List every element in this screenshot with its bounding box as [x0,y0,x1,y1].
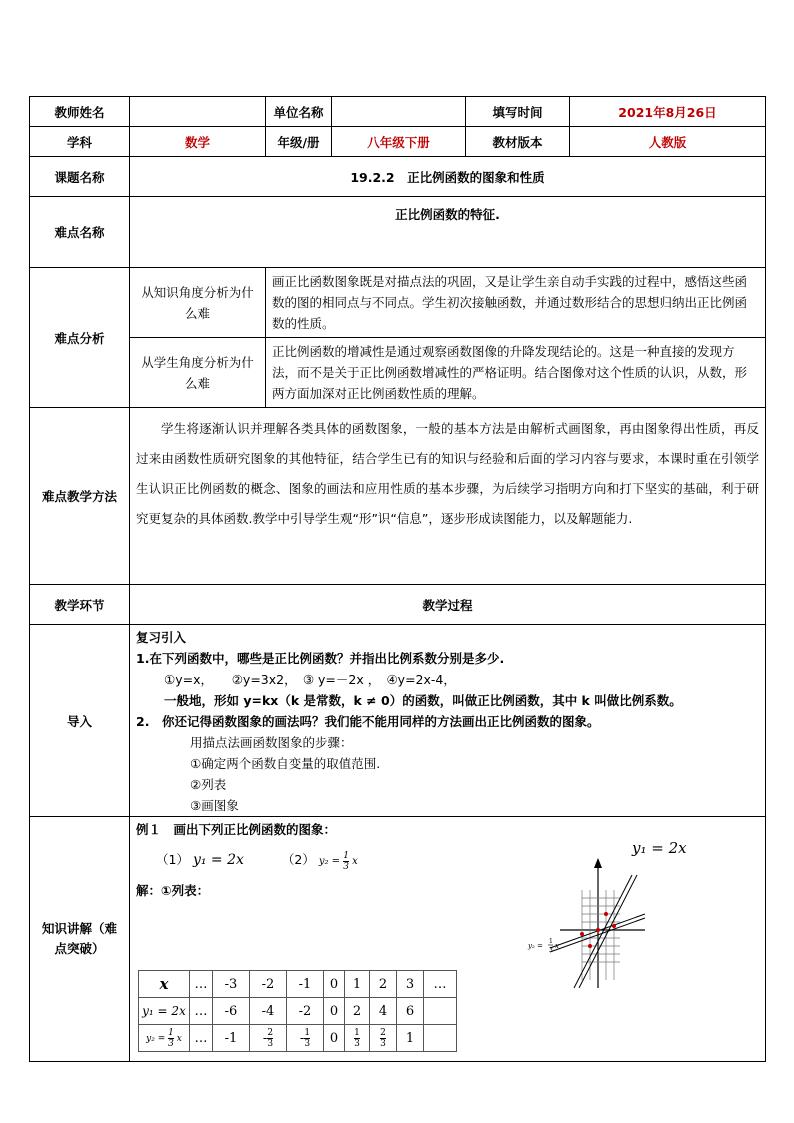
intro-label: 导入 [30,625,130,817]
intro-cell [130,625,766,817]
formula-y2-lhs: y₂ = [318,856,341,867]
topic-label: 课题名称 [30,157,130,197]
teacher-name-label: 教师姓名 [30,97,130,127]
y2-cell: -1 [213,1025,250,1052]
intro-line-options: ①y=x， ②y=3x2， ③ y=－2x ， ④y=2x-4， [164,672,456,687]
y2-cell [287,1025,324,1052]
y1-cell: 0 [324,998,345,1025]
student-angle-label: 从学生角度分析为什么难 [130,338,266,408]
y2-cell: 0 [324,1025,345,1052]
y2-den: 3 [380,1038,386,1049]
y2-fraction [380,1028,386,1049]
knowledge-angle-text: 画正比函数图象既是对描点法的巩固，又是让学生亲自动手实践的过程中，感悟这些函数的图的相同点与不同点。学生初次接触函数，并通过数形结合的思想归纳出正比例函数的性质。 [266,268,766,338]
header-row [30,97,766,127]
part1-label: （1） [156,852,189,867]
analysis-label: 难点分析 [30,268,130,408]
value-row-y2 [139,1025,457,1052]
intro-line-definition: 一般地，形如 y=kx（k 是常数，k ≠ 0）的函数，叫做正比例函数，其中 k 叫做比例系数。 [164,693,682,708]
graph-label-y2-den: 3 [549,947,553,954]
formula-y2-den: 3 [343,862,349,872]
intro-line-steps-title: 用描点法画函数图象的步骤： [190,735,353,750]
y2-fraction [354,1028,360,1049]
y2-header-den: 3 [168,1038,174,1049]
graph-y-arrow-icon [594,858,602,868]
knowledge-angle-label: 从知识角度分析为什么难 [130,268,266,338]
intro-row [30,625,766,817]
y2-num: 2 [267,1027,274,1038]
value-table [138,970,457,1052]
function-graph [520,830,720,990]
topic-row [30,157,766,197]
y1-cell: 6 [397,998,424,1025]
y2-cell: … [190,1025,213,1052]
stage-label: 教学环节 [30,585,130,625]
y1-cell: 2 [345,998,370,1025]
x-cell: 2 [370,971,397,998]
y2-num: 2 [380,1027,386,1038]
difficulty-value: 正比例函数的特征. [130,197,766,268]
formula-y2-num: 1 [343,851,349,861]
intro-line-q2: 2. 你还记得函数图象的画法吗？我们能不能用同样的方法画出正比例函数的图象。 [136,714,600,729]
grade-value[interactable]: 八年级下册 [332,127,466,157]
part2-label: （2） [281,852,315,867]
y1-cell: 4 [370,998,397,1025]
unit-label: 单位名称 [266,97,332,127]
analysis-student-row [30,338,766,408]
topic-value: 19.2.2 正比例函数的图象和性质 [130,157,766,197]
subject-label: 学科 [30,127,130,157]
x-cell: -1 [287,971,324,998]
subject-row [30,127,766,157]
graph-label-y2-lhs: y₂ = [528,942,543,950]
y2-cell: 1 [397,1025,424,1052]
grade-label: 年级/册 [266,127,332,157]
y2-den: 3 [304,1038,311,1049]
teacher-name-value[interactable] [130,97,266,127]
solution-line: 解：①列表： [136,883,210,898]
x-cell: … [424,971,457,998]
graph-line-y1 [574,875,632,988]
student-angle-text: 正比例函数的增减性是通过观察函数图像的升降发现结论的。这是一种直接的发现方法，而不是关于正比例函数增减性的严格证明。结合图像对这个性质的认识，从数，形两方面加深对正比例函数性质的理解。 [266,338,766,408]
y2-cell [424,1025,457,1052]
process-label: 教学过程 [130,585,766,625]
y2-header-lhs: y₂ = [146,1033,166,1044]
subject-value[interactable]: 数学 [130,127,266,157]
y2-fraction [267,1028,273,1049]
y2-num: 1 [354,1027,360,1038]
formula-y2-var: x [352,856,358,867]
y2-header-num: 1 [168,1027,174,1038]
y1-cell [424,998,457,1025]
knowledge-label: 知识讲解（难点突破） [30,817,130,1062]
y2-num: 1 [304,1027,311,1038]
edition-value[interactable]: 人教版 [570,127,766,157]
value-header-x: x [139,971,190,998]
fill-time-label: 填写时间 [466,97,570,127]
value-header-y2 [139,1025,190,1052]
x-cell: 0 [324,971,345,998]
y2-cell [370,1025,397,1052]
y2-cell [345,1025,370,1052]
y2-fraction [304,1028,310,1049]
edition-label: 教材版本 [466,127,570,157]
method-label: 难点教学方法 [30,408,130,585]
y1-cell: … [190,998,213,1025]
graph-label-y2-num: 1 [549,938,553,945]
y2-sign: - [262,1030,268,1046]
y2-cell [250,1025,287,1052]
graph-label-y2-var: x [555,942,559,950]
x-cell: … [190,971,213,998]
y2-header-fraction [168,1028,174,1049]
intro-line-q1: 1.在下列函数中，哪些是正比例函数？并指出比例系数分别是多少. [136,651,505,666]
method-cell [130,408,766,585]
method-row [30,408,766,585]
y2-den: 3 [267,1038,274,1049]
y2-sign: - [299,1030,305,1046]
unit-value[interactable] [332,97,466,127]
value-header-y1: y₁ = 2x [139,998,190,1025]
example-title: 例１ 画出下列正比例函数的图象： [136,822,337,837]
y1-cell: -2 [287,998,324,1025]
y1-cell: -6 [213,998,250,1025]
x-cell: -3 [213,971,250,998]
difficulty-row [30,197,766,268]
formula-y1: y₁ = 2x [192,852,244,868]
intro-line-step3: ③画图象 [190,798,239,813]
x-cell: 3 [397,971,424,998]
intro-line-step2: ②列表 [190,777,227,792]
method-text: 学生将逐渐认识并理解各类具体的函数图象，一般的基本方法是由解析式画图象，再由图象得出性质，再反过来由函数性质研究图象的其他特征，结合学生已有的知识与经验和后面的学习内容与要求，本课时重在引领学生认识正比例函数的概念、图象的画法和应用性质的基本步骤，为后续学习指明方向和打下坚实的基础，利于研究更复杂的具体函数.教学中引导学生观“形”识“信息”，逐步形成读图能力，以及解题能力. [136,421,759,526]
graph-title: y₁ = 2x [632,839,687,857]
y2-den: 3 [354,1038,360,1049]
x-cell: -2 [250,971,287,998]
formula-y2-fraction [343,851,349,872]
fill-time-value[interactable]: 2021年8月26日 [570,97,766,127]
difficulty-label: 难点名称 [30,197,130,268]
value-row-y1 [139,998,457,1025]
formula-y2 [318,851,358,872]
x-cell: 1 [345,971,370,998]
intro-line-step1: ①确定两个函数自变量的取值范围. [190,756,381,771]
intro-line-review: 复习引入 [136,630,187,645]
process-header-row [30,585,766,625]
y2-header-var: x [176,1033,182,1044]
value-row-x [139,971,457,998]
analysis-knowledge-row [30,268,766,338]
y1-cell: -4 [250,998,287,1025]
